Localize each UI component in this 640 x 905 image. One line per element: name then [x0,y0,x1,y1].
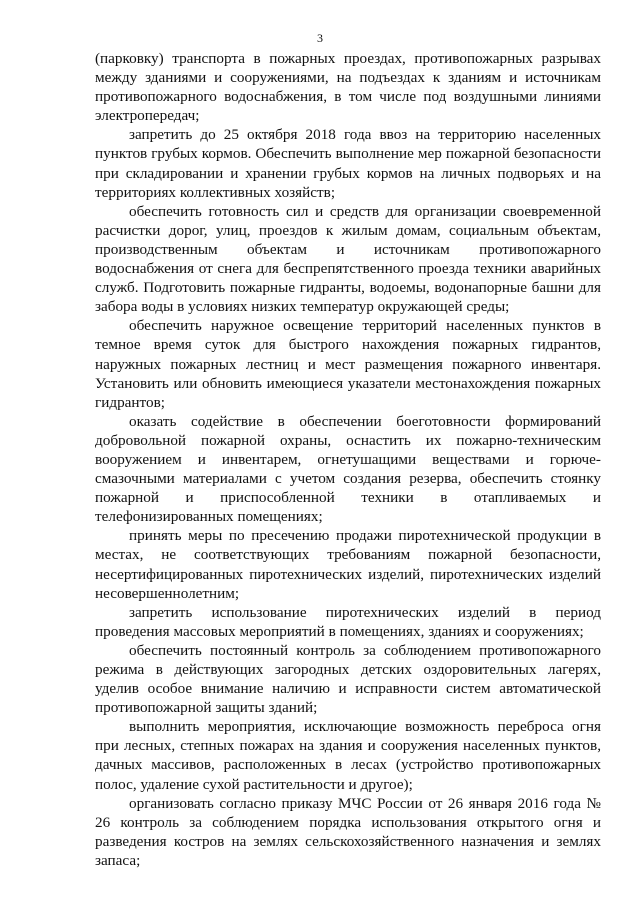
paragraph-4: обеспечить наружное освещение территорий населенных пунктов в темное время суток для быстрого нахождения пожарных гидрантов, наружных пожарных лестниц и мест размещения пожарного инвентаря. Установить или обновить имеющиеся указатели местонахождения пожарных гидрантов; [95,317,601,411]
paragraph-7: запретить использование пиротехнических изделий в период проведения массовых мероприятий в помещениях, зданиях и сооружениях; [95,603,601,640]
paragraph-5: оказать содействие в обеспечении боеготовности формирований добровольной пожарной охраны, оснастить их пожарно-техническим вооружением и инвентарем, огнетушащими веществами и горюче-смазочными материалами с учетом создания резерва, обеспечить стоянку пожарной и приспособленной техники в отапливаемых и телефонизированных помещениях; [95,412,601,526]
paragraph-3: обеспечить готовность сил и средств для организации своевременной расчистки дорог, улиц, проездов к жилым домам, социальным объектам, производственным объектам и источникам противопожарного водоснабжения от снега для беспрепятственного проезда техники аварийных служб. Подготовить пожарные гидранты, водоемы, водонапорные башни для забора воды в условиях низких температур окружающей среды; [95,202,601,316]
paragraph-6: принять меры по пресечению продажи пиротехнической продукции в местах, не соответствующих требованиям пожарной безопасности, несертифицированных пиротехнических изделий, пиротехнических изделий несовершеннолетним; [95,527,601,602]
paragraph-9: выполнить мероприятия, исключающие возможность переброса огня при лесных, степных пожарах на здания и сооружения населенных пунктов, дачных массивов, расположенных в лесах (устройство противопожарных полос, удаление сухой растительности и другое); [95,718,601,793]
paragraph-10: организовать согласно приказу МЧС России от 26 января 2016 года № 26 контроль за соблюдением порядка использования открытого огня и разведения костров на землях сельскохозяйственного назначения и землях запаса; [95,794,601,869]
paragraph-2: запретить до 25 октября 2018 года ввоз на территорию населенных пунктов грубых кормов. Обеспечить выполнение мер пожарной безопасности при складировании и хранении грубых кормов на личных подворьях и на территориях коллективных хозяйств; [95,126,601,201]
paragraph-8: обеспечить постоянный контроль за соблюдением противопожарного режима в действующих загородных детских оздоровительных лагерях, уделив особое внимание наличию и исправности систем автоматической противопожарной защиты зданий; [95,641,601,717]
paragraph-1: (парковку) транспорта в пожарных проездах, противопожарных разрывах между зданиями и сооружениями, на подъездах к зданиям и источникам противопожарного водоснабжения, в том числе под воздушными линиями электропередач; [95,50,601,125]
document-body [95,49,601,870]
page-number: 3 [317,31,323,45]
